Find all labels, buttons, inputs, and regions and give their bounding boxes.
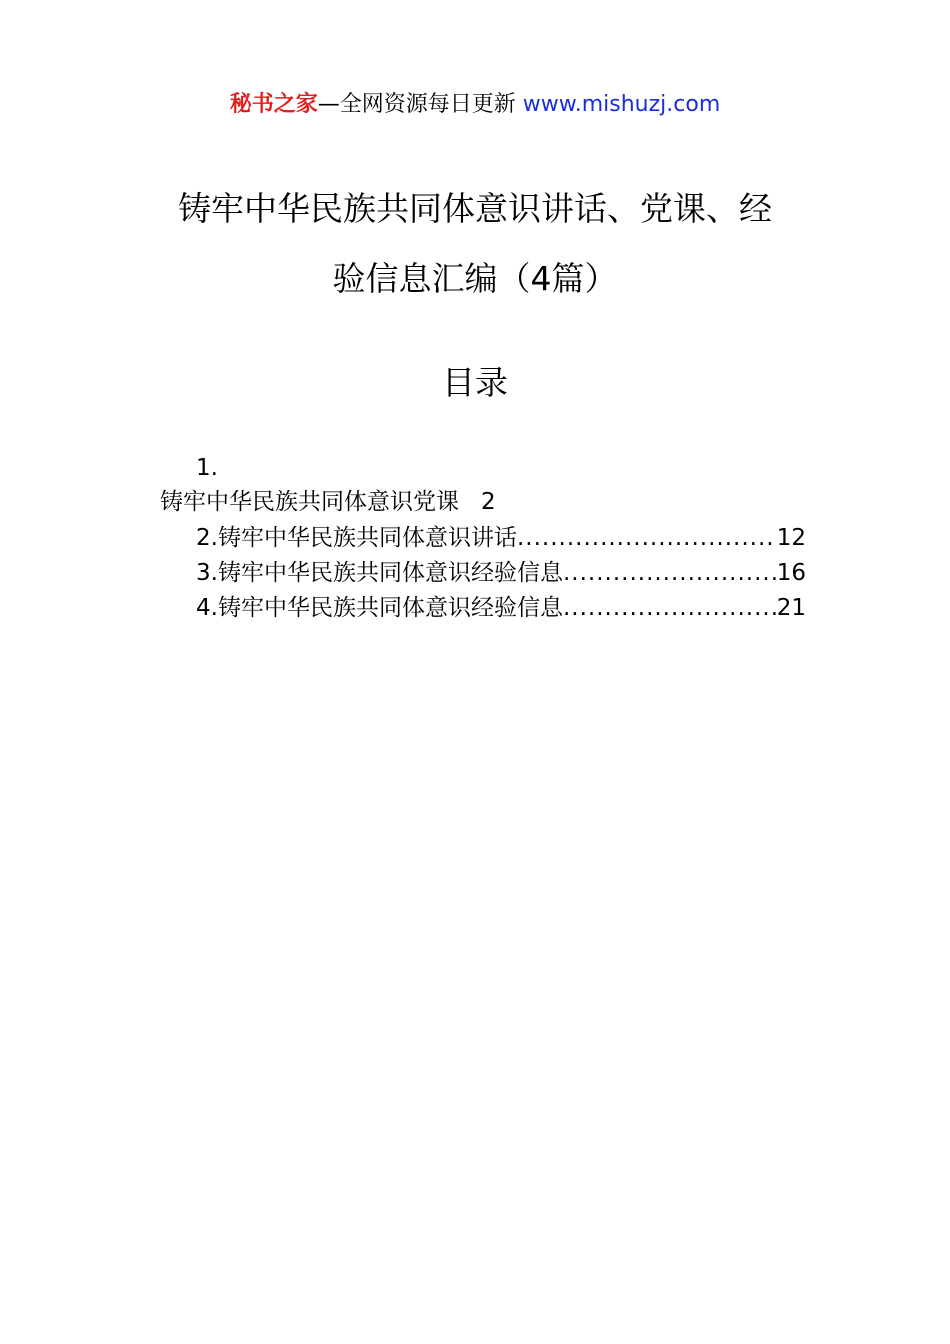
document-title-line-1: 铸牢中华民族共同体意识讲话、党课、经 xyxy=(178,189,772,228)
toc-dot-leader xyxy=(563,592,777,624)
document-title-line-2: 验信息汇编（4篇） xyxy=(332,259,618,298)
toc-item-1-label: 铸牢中华民族共同体意识党课 xyxy=(160,489,459,515)
toc-item-2-page: 12 xyxy=(776,525,806,551)
toc-item-3-page: 16 xyxy=(776,560,806,586)
toc-item-4[interactable] xyxy=(196,592,806,624)
toc-item-2-number: 2. xyxy=(196,525,218,551)
toc-dot-leader xyxy=(563,557,777,589)
toc-item-3[interactable] xyxy=(196,557,806,589)
toc-item-4-label: 铸牢中华民族共同体意识经验信息 xyxy=(217,595,563,621)
toc-item-1-number: 1. xyxy=(196,455,218,481)
brand-name: 秘书之家 xyxy=(229,92,318,117)
header-tagline: —全网资源每日更新 xyxy=(317,92,516,117)
site-link[interactable]: www.mishuzj.com xyxy=(522,92,721,117)
toc-dot-leader xyxy=(517,522,777,554)
toc-item-1-page: 2 xyxy=(481,489,496,515)
toc-heading: 目录 xyxy=(442,363,508,402)
toc-item-3-number: 3. xyxy=(196,560,218,586)
toc-item-3-label: 铸牢中华民族共同体意识经验信息 xyxy=(217,560,563,586)
toc-item-2[interactable] xyxy=(196,522,806,554)
toc-item-2-label: 铸牢中华民族共同体意识讲话 xyxy=(217,525,517,551)
page-header xyxy=(0,88,950,122)
toc-item-1[interactable] xyxy=(160,486,496,518)
toc-item-4-page: 21 xyxy=(776,595,806,621)
toc-item-4-number: 4. xyxy=(196,595,218,621)
